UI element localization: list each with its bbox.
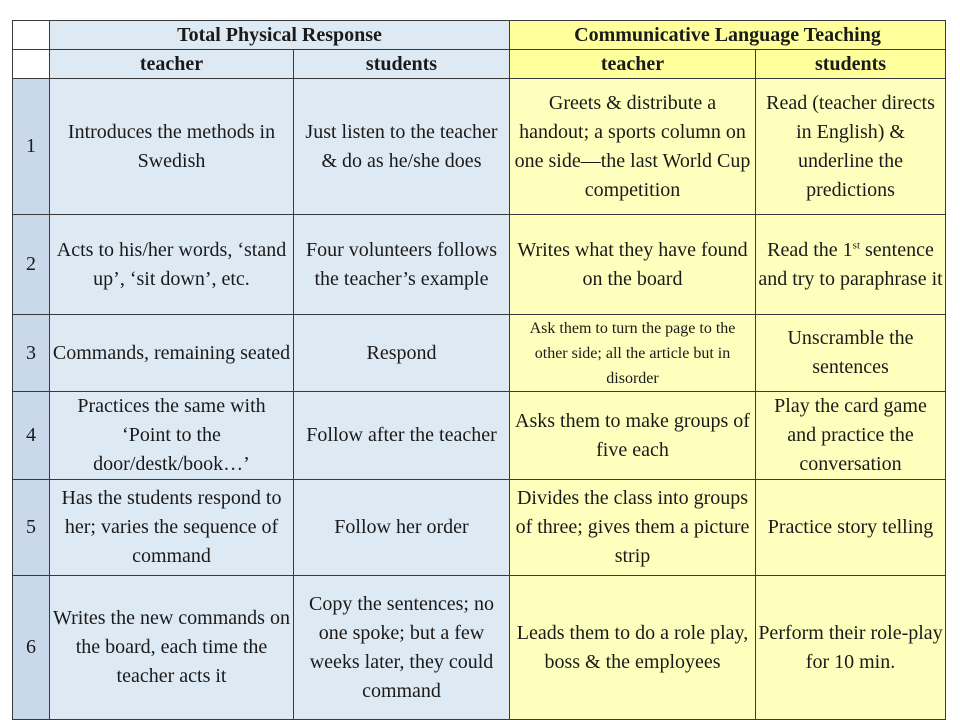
tpr-students-cell: Just listen to the teacher & do as he/she does (294, 79, 510, 215)
table-row (13, 315, 946, 392)
corner-cell (13, 21, 50, 50)
table-row (13, 480, 946, 576)
clt-teacher-cell: Leads them to do a role play, boss & the employees (510, 576, 756, 720)
tpr-students-cell: Follow her order (294, 480, 510, 576)
clt-teacher-cell: Writes what they have found on the board (510, 215, 756, 315)
tpr-teacher-cell: Writes the new commands on the board, each time the teacher acts it (50, 576, 294, 720)
clt-students-text: Read the 1 (767, 238, 853, 261)
clt-students-cell: Read (teacher directs in English) & underline the predictions (756, 79, 946, 215)
row-number: 4 (13, 392, 50, 480)
corner-cell (13, 50, 50, 79)
tpr-teacher-cell: Commands, remaining seated (50, 315, 294, 392)
clt-teacher-cell: Divides the class into groups of three; gives them a picture strip (510, 480, 756, 576)
clt-teacher-header: teacher (510, 50, 756, 79)
table-row (13, 392, 946, 480)
clt-teacher-cell: Ask them to turn the page to the other side; all the article but in disorder (510, 315, 756, 392)
clt-teacher-cell: Asks them to make groups of five each (510, 392, 756, 480)
tpr-students-cell: Four volunteers follows the teacher’s example (294, 215, 510, 315)
tpr-teacher-cell: Has the students respond to her; varies the sequence of command (50, 480, 294, 576)
clt-students-text: sentence and try to paraphrase it (758, 238, 943, 290)
tpr-teacher-cell: Introduces the methods in Swedish (50, 79, 294, 215)
clt-title: Communicative Language Teaching (510, 21, 946, 50)
tpr-students-cell: Respond (294, 315, 510, 392)
table-row (13, 576, 946, 720)
row-number: 2 (13, 215, 50, 315)
role-header-row (13, 50, 946, 79)
tpr-teacher-cell: Acts to his/her words, ‘stand up’, ‘sit down’, etc. (50, 215, 294, 315)
row-number: 6 (13, 576, 50, 720)
tpr-title: Total Physical Response (50, 21, 510, 50)
tpr-students-cell: Follow after the teacher (294, 392, 510, 480)
tpr-students-header: students (294, 50, 510, 79)
row-number: 5 (13, 480, 50, 576)
row-number: 1 (13, 79, 50, 215)
clt-students-cell: Play the card game and practice the conversation (756, 392, 946, 480)
ordinal-superscript: st (852, 238, 861, 251)
table-row (13, 215, 946, 315)
clt-students-cell: Practice story telling (756, 480, 946, 576)
tpr-teacher-cell: Practices the same with ‘Point to the door/destk/book…’ (50, 392, 294, 480)
clt-students-cell (756, 215, 946, 315)
clt-students-header: students (756, 50, 946, 79)
table-row (13, 79, 946, 215)
clt-students-cell: Unscramble the sentences (756, 315, 946, 392)
group-header-row (13, 21, 946, 50)
tpr-students-cell: Copy the sentences; no one spoke; but a few weeks later, they could command (294, 576, 510, 720)
row-number: 3 (13, 315, 50, 392)
clt-teacher-cell: Greets & distribute a handout; a sports column on one side—the last World Cup competition (510, 79, 756, 215)
comparison-table (12, 20, 946, 720)
tpr-teacher-header: teacher (50, 50, 294, 79)
clt-students-cell: Perform their role-play for 10 min. (756, 576, 946, 720)
